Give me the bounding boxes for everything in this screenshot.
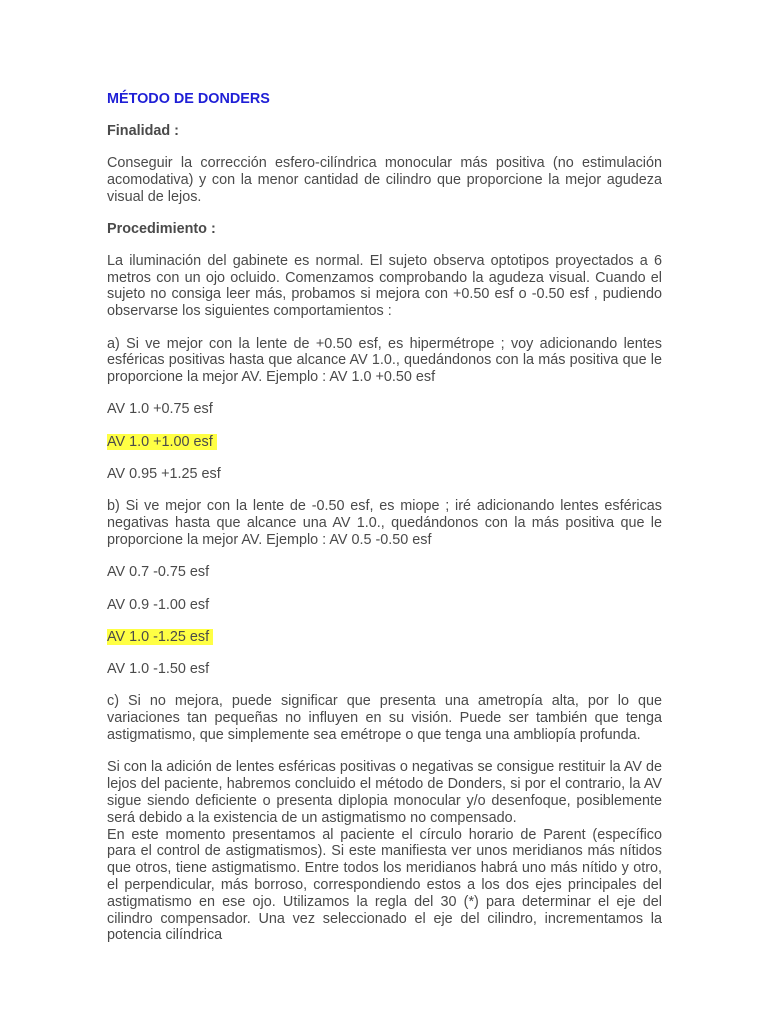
highlighted-example-text: AV 1.0 +1.00 esf xyxy=(107,434,217,450)
case-b-example-2 xyxy=(107,597,662,614)
case-a-example-1 xyxy=(107,401,662,418)
case-c-paragraph: c) Si no mejora, puede significar que presenta una ametropía alta, por lo que variaciones tan pequeñas no influyen en su visión. Puede ser también que tenga astigmatismo, que simplemente sea emétrope o que tenga una ambliopía profunda. xyxy=(107,693,662,744)
procedimiento-paragraph: La iluminación del gabinete es normal. El sujeto observa optotipos proyectados a 6 metros con un ojo ocluido. Comenzamos comprobando la agudeza visual. Cuando el sujeto no consiga leer más, probamos si mejora con +0.50 esf o -0.50 esf , pudiendo observarse los siguientes comportamientos : xyxy=(107,252,662,320)
case-b-example-3 xyxy=(107,629,662,646)
example-text: AV 1.0 -1.50 esf xyxy=(107,661,210,678)
case-a-example-2 xyxy=(107,434,662,451)
parent-paragraph: En este momento presentamos al paciente el círculo horario de Parent (específico para el control de astigmatismos). Si este manifiesta ver unos meridianos más nítidos que otros, tiene astigmatismo. Entre todos los meridianos habrá uno más nítido y otro, el perpendicular, más borroso, correspondiendo estos a los dos ejes principales del astigmatismo en ese ojo. Utilizamos la regla del 30 (*) para determinar el eje del cilindro compensador. Una vez seleccionado el eje del cilindro, incrementamos la potencia cilíndrica xyxy=(107,826,662,944)
finalidad-paragraph: Conseguir la corrección esfero-cilíndrica monocular más positiva (no estimulación acomodativa) y con la menor cantidad de cilindro que proporcione la mejor agudeza visual de lejos. xyxy=(107,155,662,205)
case-b-paragraph: b) Si ve mejor con la lente de -0.50 esf, es miope ; iré adicionando lentes esféricas negativas hasta que alcance una AV 1.0., quedándonos con la más positiva que le proporcione la mejor AV. Ejemplo : AV 0.5 -0.50 esf xyxy=(107,498,662,548)
example-text: AV 1.0 +0.75 esf xyxy=(107,401,213,418)
case-b-example-4 xyxy=(107,661,662,678)
case-b-example-1 xyxy=(107,564,662,581)
highlighted-example-text: AV 1.0 -1.25 esf xyxy=(107,629,213,645)
procedimiento-heading: Procedimiento : xyxy=(107,220,216,237)
document-title: MÉTODO DE DONDERS xyxy=(107,91,270,107)
document-page xyxy=(107,91,662,944)
example-text: AV 0.9 -1.00 esf xyxy=(107,596,210,613)
finalidad-heading: Finalidad : xyxy=(107,123,179,139)
case-a-paragraph: a) Si ve mejor con la lente de +0.50 esf, es hipermétrope ; voy adicionando lentes esféricas positivas hasta que alcance AV 1.0., quedándonos con la más positiva que le proporcione la mejor AV. Ejemplo : AV 1.0 +0.50 esf xyxy=(107,335,662,386)
example-text: AV 0.95 +1.25 esf xyxy=(107,466,221,483)
example-text: AV 0.7 -0.75 esf xyxy=(107,564,210,581)
case-a-example-3 xyxy=(107,466,662,483)
conclusion-paragraph: Si con la adición de lentes esféricas positivas o negativas se consigue restituir la AV de lejos del paciente, habremos concluido el método de Donders, si por el contrario, la AV sigue siendo deficiente o presenta diplopia monocular y/o desenfoque, posiblemente será debido a la existencia de un astigmatismo no compensado. xyxy=(107,759,662,826)
